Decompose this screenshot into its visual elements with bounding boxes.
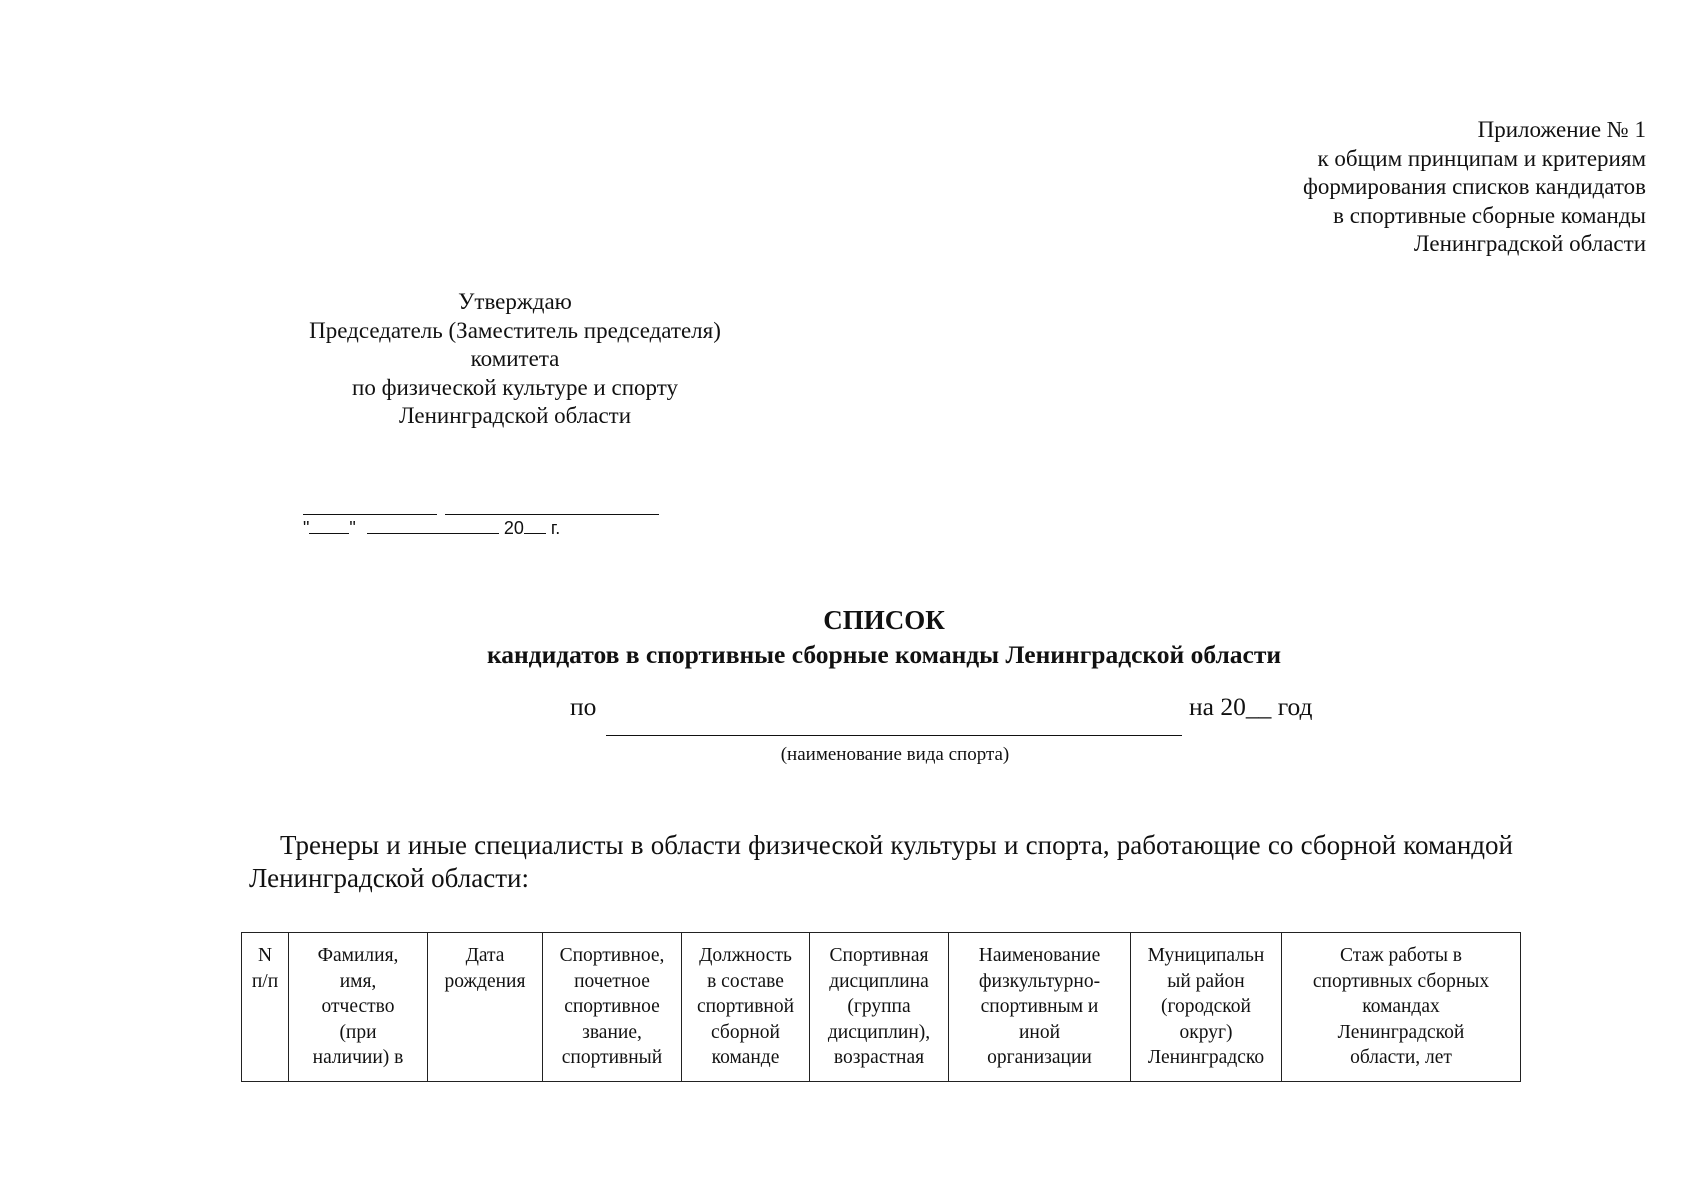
header-line: команде	[711, 1047, 780, 1068]
header-line: спортивной	[696, 996, 795, 1017]
signature-name-line	[445, 514, 659, 515]
year-blank	[524, 519, 546, 534]
header-line: организации	[987, 1047, 1092, 1068]
header-line: Спортивное,	[559, 945, 665, 966]
date-open-quote: "	[303, 518, 310, 538]
appendix-line: в спортивные сборные команды	[1333, 202, 1646, 228]
header-line: Ленинградской	[1337, 1021, 1465, 1043]
header-line: N	[257, 945, 273, 966]
header-line: спортивным и	[980, 996, 1099, 1017]
header-line: отчество	[321, 996, 395, 1017]
year-label: на 20__ год	[1189, 692, 1313, 721]
header-line: звание,	[582, 1021, 642, 1043]
po-label: по	[570, 692, 597, 721]
document-title: СПИСОК	[823, 605, 945, 635]
appendix-line: Ленинградской области	[1413, 231, 1646, 256]
header-line: Ленинградско	[1147, 1047, 1265, 1068]
header-line: (группа	[847, 996, 911, 1017]
header-line: имя,	[339, 970, 377, 992]
header-line: ый район	[1167, 970, 1245, 992]
sport-hint: (наименование вида спорта)	[780, 744, 1010, 765]
header-line: Фамилия,	[317, 945, 399, 966]
header-line: Дата	[465, 945, 505, 966]
header-position	[682, 933, 810, 1082]
header-line: иной	[1018, 1021, 1061, 1043]
appendix-block	[1126, 116, 1646, 259]
specialists-paragraph	[249, 829, 1513, 895]
appendix-line: к общим принципам и критериям	[1317, 145, 1646, 171]
header-line: командах	[1362, 996, 1440, 1017]
approval-line: Председатель (Заместитель председателя)	[309, 317, 721, 343]
header-line: дисциплин),	[827, 1021, 931, 1043]
approval-date	[303, 517, 560, 539]
header-line: дисциплина	[829, 970, 929, 992]
header-line: сборной	[711, 1021, 780, 1043]
header-line: Должность	[699, 945, 792, 966]
month-blank	[367, 519, 499, 534]
header-line: области, лет	[1350, 1047, 1452, 1068]
paragraph-text: Тренеры и иные специалисты в области физической культуры и спорта, работающие со сборной командой Ленинградской области:	[249, 830, 1513, 893]
approval-line: Ленинградской области	[398, 403, 632, 428]
header-line: почетное	[574, 970, 650, 992]
header-line: (городской	[1161, 996, 1251, 1017]
header-line: п/п	[251, 970, 279, 992]
header-line: в составе	[707, 970, 784, 992]
year-prefix: 20	[503, 518, 524, 538]
header-line: Спортивная	[829, 945, 929, 966]
header-line: Стаж работы в	[1339, 945, 1463, 966]
table-header-row	[242, 933, 1521, 1082]
approval-line: по физической культуре и спорту	[352, 374, 678, 400]
header-sport-title	[543, 933, 682, 1082]
header-birth-date	[428, 933, 543, 1082]
header-line: наличии) в	[312, 1047, 404, 1068]
header-line: Наименование	[978, 945, 1101, 966]
document-subtitle: кандидатов в спортивные сборные команды Ленинградской области	[486, 640, 1282, 669]
approval-block	[250, 288, 780, 431]
specialists-table	[241, 932, 1521, 1082]
header-discipline	[810, 933, 949, 1082]
header-line: спортивный	[561, 1047, 663, 1068]
appendix-line: формирования списков кандидатов	[1302, 174, 1646, 199]
sport-name-line	[606, 735, 1182, 736]
header-municipality	[1131, 933, 1282, 1082]
header-experience	[1282, 933, 1521, 1082]
approval-line: Утверждаю	[458, 289, 572, 314]
header-line: рождения	[444, 970, 526, 992]
day-blank	[309, 519, 349, 534]
header-line: Муниципальн	[1147, 945, 1265, 966]
header-organization	[949, 933, 1131, 1082]
header-line: (при	[339, 1021, 377, 1043]
header-line: спортивное	[564, 996, 660, 1017]
appendix-line: Приложение № 1	[1477, 117, 1646, 142]
header-line: физкультурно-	[978, 970, 1101, 992]
header-full-name	[289, 933, 428, 1082]
date-close-quote: "	[349, 518, 356, 538]
header-line: округ)	[1179, 1021, 1233, 1043]
signature-line	[303, 514, 437, 515]
header-line: спортивных сборных	[1312, 970, 1490, 992]
year-suffix: г.	[550, 518, 561, 538]
approval-line: комитета	[470, 346, 560, 371]
header-line: возрастная	[833, 1047, 925, 1068]
header-number	[242, 933, 289, 1082]
